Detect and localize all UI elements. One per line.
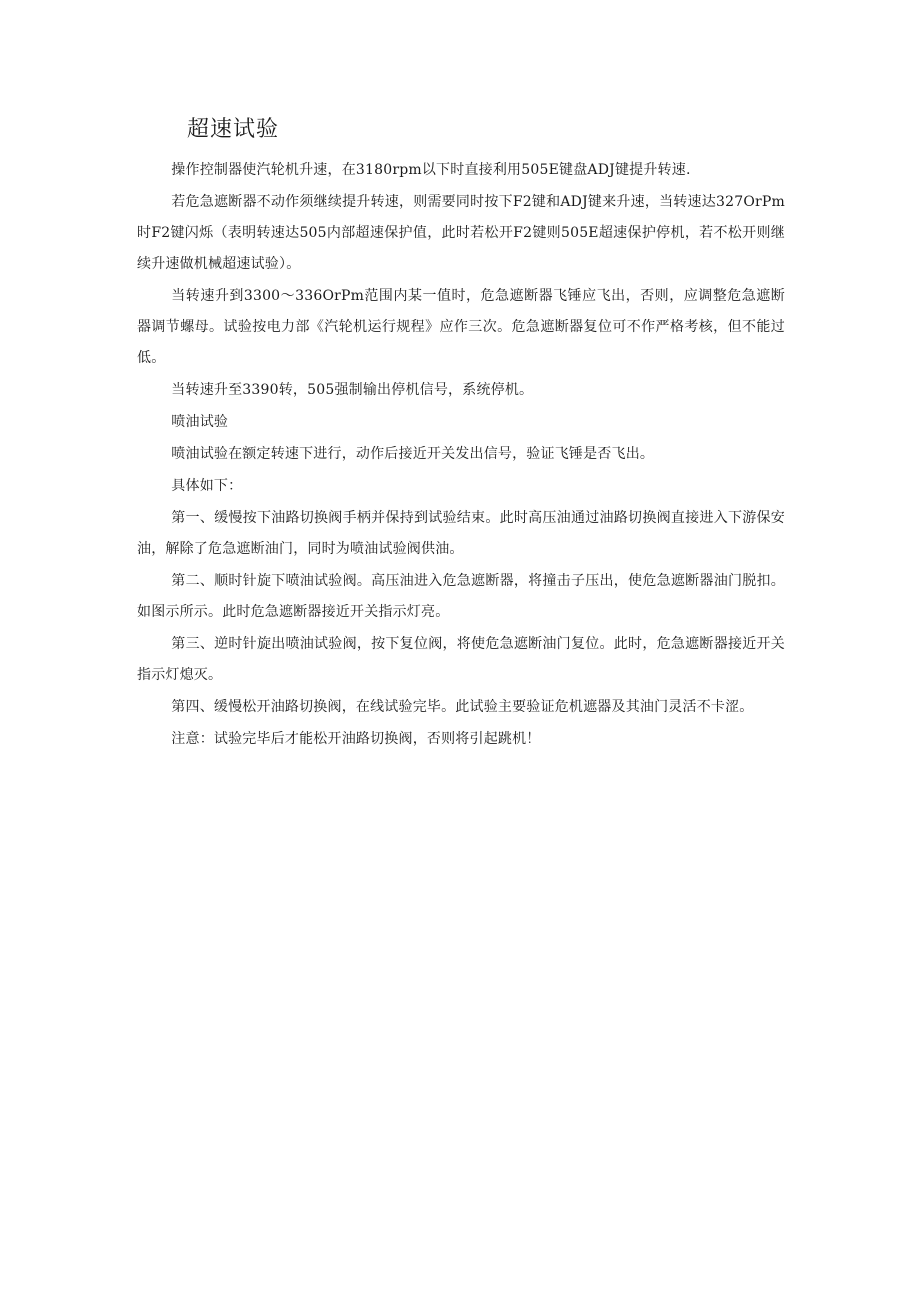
paragraph-caution: 注意：试验完毕后才能松开油路切换阀，否则将引起跳机！ — [171, 731, 541, 747]
paragraph-step-four: 第四、缓慢松开油路切换阀，在线试验完毕。此试验主要验证危机遮器及其油门灵活不卡涩。 — [171, 699, 754, 715]
paragraph-step-three: 第三、逆时针旋出喷油试验阀，按下复位阀，将使危急遮断油门复位。此时，危急遮断器接近开关指示灯熄灭。 — [137, 636, 785, 683]
paragraph-flyweight: 当转速升到3300～336OrPm范围内某一值时，危急遮断器飞锤应飞出，否则，应调整危急遮断器调节螺母。试验按电力部《汽轮机运行规程》应作三次。危急遮断器复位可不作严格考核，但不能过低。 — [137, 288, 785, 366]
paragraph-oil-injection-intro: 喷油试验在额定转速下进行，动作后接近开关发出信号，验证飞锤是否飞出。 — [171, 446, 655, 462]
section-heading-oil-injection: 喷油试验 — [171, 414, 229, 430]
document-body — [137, 155, 785, 755]
paragraph-step-one: 第一、缓慢按下油路切换阀手柄并保持到试验结束。此时高压油通过油路切换阀直接进入下游保安油，解除了危急遮断油门，同时为喷油试验阀供油。 — [137, 510, 785, 557]
paragraph-forced-stop: 当转速升至3390转，505强制输出停机信号，系统停机。 — [171, 382, 534, 398]
paragraph-details-label: 具体如下： — [171, 478, 243, 494]
paragraph-step-two: 第二、顺时针旋下喷油试验阀。高压油进入危急遮断器，将撞击子压出，使危急遮断器油门脱扣。如图示所示。此时危急遮断器接近开关指示灯亮。 — [137, 573, 785, 620]
paragraph-trip-not-acting: 若危急遮断器不动作须继续提升转速，则需要同时按下F2键和ADJ键来升速，当转速达327OrPm时F2键闪烁（表明转速达505内部超速保护值，此时若松开F2键则505E超速保护停机，若不松开则继续升速做机械超速试验）。 — [137, 194, 785, 272]
paragraph-speed-raise: 操作控制器使汽轮机升速，在3180rpm以下时直接利用505E键盘ADJ键提升转速. — [171, 162, 691, 178]
document-title: 超速试验 — [187, 117, 280, 142]
